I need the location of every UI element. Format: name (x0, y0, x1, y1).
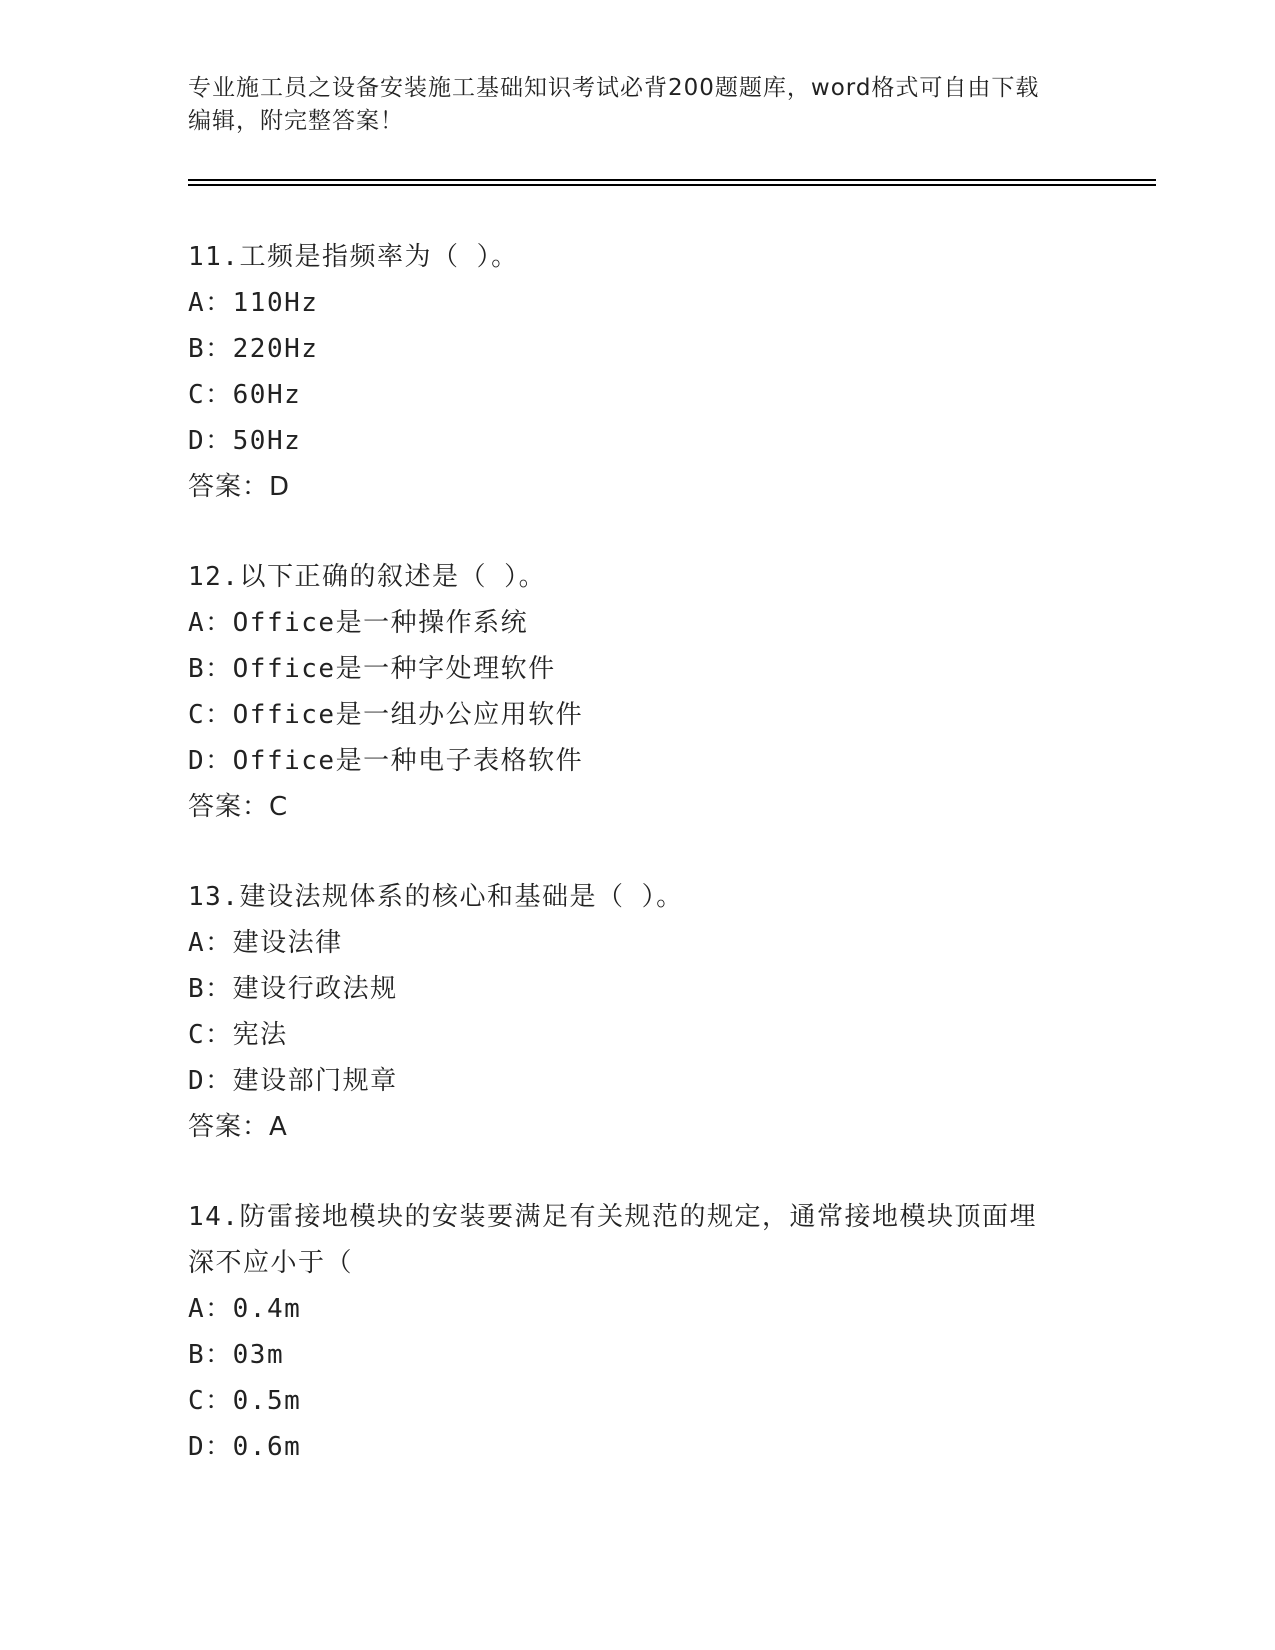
header-title-line-1: 专业施工员之设备安装施工基础知识考试必背200题题库，word格式可自由下载 (188, 75, 1040, 101)
question-stem: 11.工频是指频率为（ ）。 (188, 242, 519, 272)
question-14 (188, 1194, 1088, 1470)
option-b: B：220Hz (188, 334, 319, 364)
option-d: D：建设部门规章 (188, 1066, 398, 1096)
answer-line: 答案：C (188, 792, 289, 822)
option-a: A：110Hz (188, 288, 319, 318)
option-b: B：Office是一种字处理软件 (188, 654, 556, 684)
question-stem: 12.以下正确的叙述是（ ）。 (188, 562, 547, 592)
answer-line: 答案：D (188, 472, 291, 502)
option-d: D：0.6m (188, 1432, 302, 1462)
document-header (188, 72, 1088, 138)
question-13 (188, 874, 1088, 1150)
question-stem-line-1: 14.防雷接地模块的安装要满足有关规范的规定，通常接地模块顶面埋 (188, 1202, 1037, 1232)
option-d: D：50Hz (188, 426, 302, 456)
option-a: A：0.4m (188, 1294, 302, 1324)
header-divider-bottom (188, 184, 1156, 186)
question-12 (188, 554, 1088, 830)
header-title-line-2: 编辑，附完整答案！ (188, 108, 404, 134)
option-c: C：0.5m (188, 1386, 302, 1416)
option-c: C：Office是一组办公应用软件 (188, 700, 584, 730)
option-c: C：60Hz (188, 380, 302, 410)
question-stem: 13.建设法规体系的核心和基础是（ ）。 (188, 882, 684, 912)
question-11 (188, 234, 1088, 510)
option-a: A：Office是一种操作系统 (188, 608, 529, 638)
option-b: B：建设行政法规 (188, 974, 398, 1004)
option-b: B：03m (188, 1340, 285, 1370)
option-c: C：宪法 (188, 1020, 288, 1050)
option-d: D：Office是一种电子表格软件 (188, 746, 584, 776)
option-a: A：建设法律 (188, 928, 343, 958)
header-divider-top (188, 179, 1156, 181)
answer-line: 答案：A (188, 1112, 288, 1142)
question-stem-line-2: 深不应小于（ (188, 1248, 354, 1278)
